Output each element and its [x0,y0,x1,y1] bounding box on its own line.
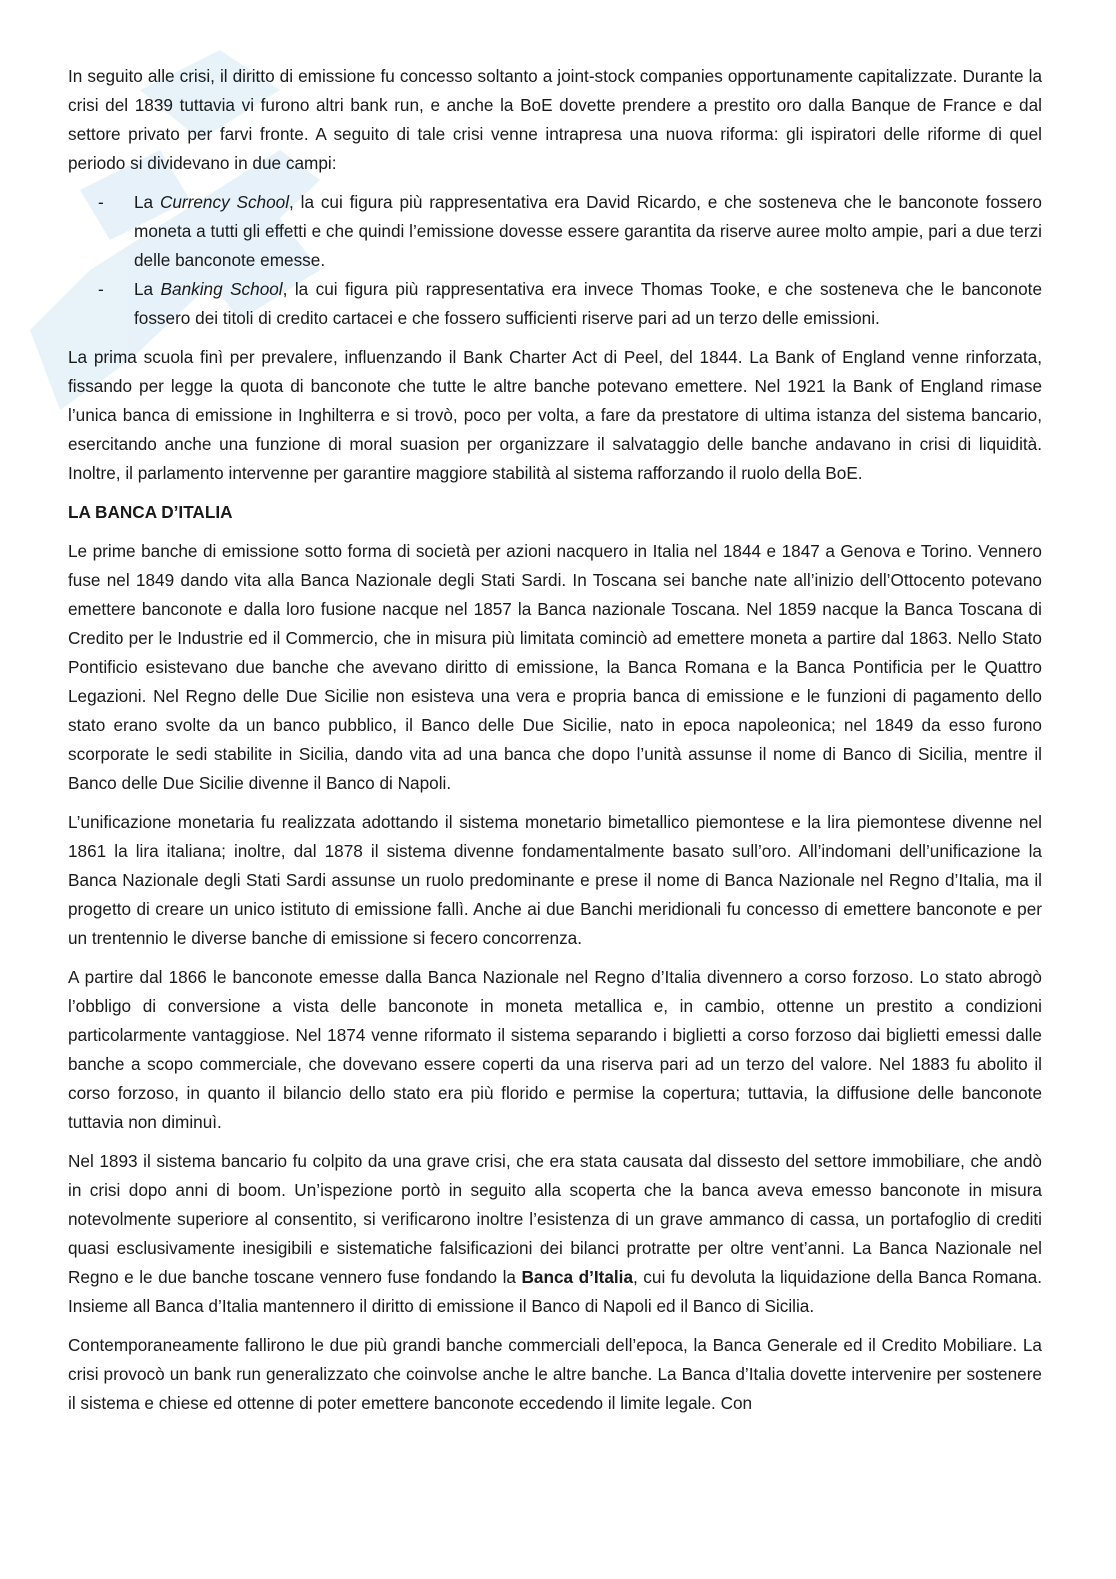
bullet-dash: - [98,192,104,212]
list-item-banking-school: - La Banking School, la cui figura più rappresentativa era invece Thomas Tooke, e che sosteneva che le banconote fossero dei titoli di credito cartacei e che fossero sufficienti riserve pari ad un terzo delle emissioni. [68,275,1042,333]
section-heading-banca-italia: LA BANCA D’ITALIA [68,502,233,522]
currency-school-term: Currency School [159,192,290,212]
paragraph-corso-forzoso: A partire dal 1866 le banconote emesse dalla Banca Nazionale nel Regno d’Italia divennero a corso forzoso. Lo stato abrogò l’obbligo di conversione a vista delle banconote in moneta metallica e, in cambio, ottenne un prestito a condizioni particolarmente vantaggiose. Nel 1874 venne riformato il sistema separando i biglietti a corso forzoso dai biglietti emessi dalle banche a scopo commerciale, che dovevano essere coperti da una riserva pari ad un terzo del valore. Nel 1883 fu abolito il corso forzoso, in quanto il bilancio dello stato era più florido e permise la copertura; tuttavia, la diffusione delle banconote tuttavia non diminuì. [68,967,1042,1132]
banking-school-term: Banking School [160,279,283,299]
paragraph-bank-charter-act: La prima scuola finì per prevalere, influenzando il Bank Charter Act di Peel, del 1844. La Bank of England venne rinforzata, fissando per legge la quota di banconote che tutte le altre banche potevano emettere. Nel 1921 la Bank of England rimase l’unica banca di emissione in Inghilterra e si trovò, poco per volta, a fare da prestatore di ultima istanza del sistema bancario, esercitando anche una funzione di moral suasion per organizzare il salvataggio delle banche andavano in crisi di liquidità. Inoltre, il parlamento intervenne per garantire maggiore stabilità al sistema rafforzando il ruolo della BoE. [68,347,1042,483]
paragraph-first-banks: Le prime banche di emissione sotto forma di società per azioni nacquero in Italia nel 1844 e 1847 a Genova e Torino. Vennero fuse nel 1849 dando vita alla Banca Nazionale degli Stati Sardi. In Toscana sei banche nate all’inizio dell’Ottocento potevano emettere banconote e dalla loro fusione nacque nel 1857 la Banca nazionale Toscana. Nel 1859 nacque la Banca Toscana di Credito per le Industrie ed il Commercio, che in misura più limitata cominciò ad emettere moneta a partire dal 1863. Nello Stato Pontificio esistevano due banche che avevano diritto di emissione, la Banca Romana e la Banca Pontificia per le Quattro Legazioni. Nel Regno delle Due Sicilie non esisteva una vera e propria banca di emissione e le funzioni di pagamento dello stato erano svolte da un banco pubblico, il Banco delle Due Sicilie, nato in epoca napoleonica; nel 1849 da esso furono scorporate le sedi stabilite in Sicilia, dando vita ad una banca che dopo l’unità assunse il nome di Banco di Sicilia, mentre il Banco delle Due Sicilie divenne il Banco di Napoli. [68,541,1042,793]
list-item-currency-school: - La Currency School, la cui figura più rappresentativa era David Ricardo, e che sosteneva che le banconote fossero moneta a tutti gli effetti e che quindi l’emissione dovesse essere garantita da riserve auree molto ampie, pari a due terzi delle banconote emesse. [68,188,1042,275]
paragraph-1893-crisis: Nel 1893 il sistema bancario fu colpito da una grave crisi, che era stata causata dal dissesto del settore immobiliare, che andò in crisi dopo anni di boom. Un’ispezione portò in seguito alla scoperta che la banca aveva emesso banconote in misura notevolmente superiore al consentito, si verificarono inoltre l’esistenza di un grave ammanco di cassa, un portafoglio di crediti quasi esclusivamente inesigibili e sistematiche falsificazioni dei bilanci protratte per oltre vent’anni. La Banca Nazionale nel Regno e le due banche toscane vennero fuse fondando la Banca d’Italia, cui fu devoluta la liquidazione della Banca Romana. Insieme all Banca d’Italia mantennero il diritto di emissione il Banco di Napoli ed il Banco di Sicilia. [68,1151,1042,1316]
bullet-dash: - [98,279,104,299]
paragraph-bank-failures: Contemporaneamente fallirono le due più grandi banche commerciali dell’epoca, la Banca Generale ed il Credito Mobiliare. La crisi provocò un bank run generalizzato che coinvolse anche le altre banche. La Banca d’Italia dovette intervenire per sostenere il sistema e chiese ed ottenne di poter emettere banconote eccedendo il limite legale. Con [68,1335,1042,1413]
schools-list [68,188,1042,333]
paragraph-intro: In seguito alle crisi, il diritto di emissione fu concesso soltanto a joint-stock companies opportunamente capitalizzate. Durante la crisi del 1839 tuttavia vi furono altri bank run, e anche la BoE dovette prendere a prestito oro dalla Banque de France e dal settore privato per farvi fronte. A seguito di tale crisi venne intrapresa una nuova riforma: gli ispiratori delle riforme di quel periodo si dividevano in due campi: [68,66,1042,173]
banca-italia-bold: Banca d’Italia [521,1267,634,1287]
paragraph-monetary-unification: L’unificazione monetaria fu realizzata adottando il sistema monetario bimetallico piemontese e la lira piemontese divenne nel 1861 la lira italiana; inoltre, dal 1878 il sistema divenne fondamentalmente basato sull’oro. All’indomani dell’unificazione la Banca Nazionale degli Stati Sardi assunse un ruolo predominante e prese il nome di Banca Nazionale nel Regno d’Italia, ma il progetto di creare un unico istituto di emissione fallì. Anche ai due Banchi meridionali fu concesso di emettere banconote e per un trentennio le diverse banche di emissione si fecero concorrenza. [68,812,1042,948]
document-page [68,62,1042,1428]
